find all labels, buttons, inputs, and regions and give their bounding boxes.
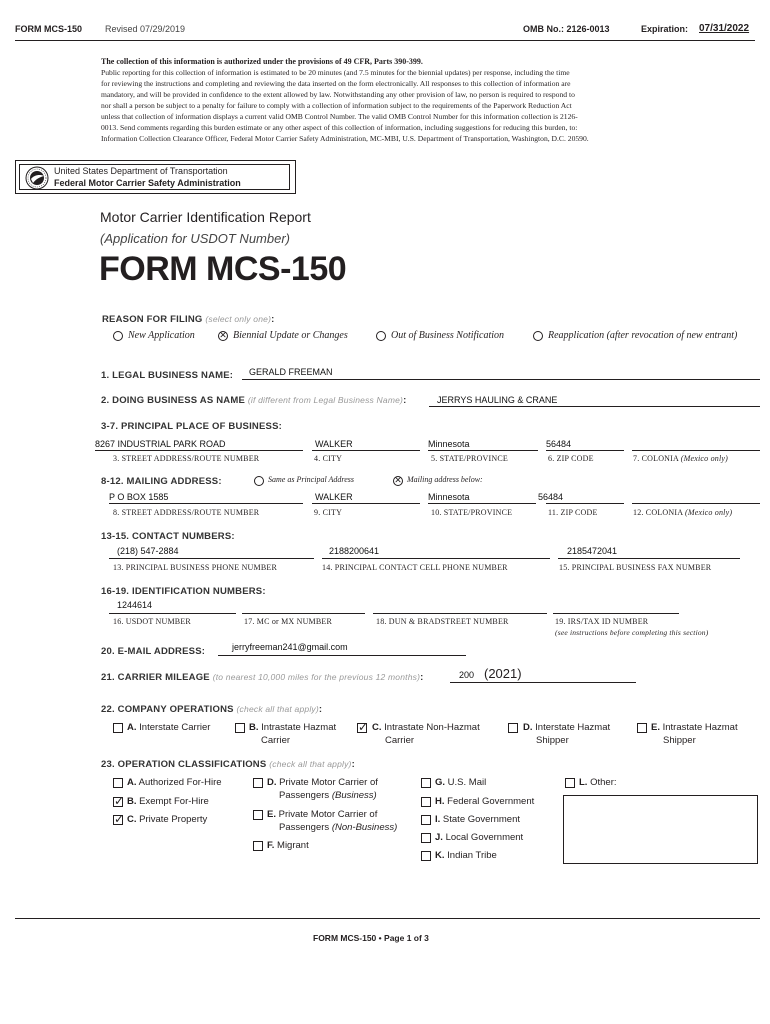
class-g-label: G. U.S. Mail: [435, 777, 487, 788]
checkbox-op-c[interactable]: [357, 720, 369, 734]
principal-label: 3-7. PRINCIPAL PLACE OF BUSINESS:: [101, 421, 282, 432]
duns-caption: 18. DUN & BRADSTREET NUMBER: [376, 617, 509, 626]
check-mark-icon: ✓: [114, 794, 125, 808]
notice-line: Public reporting for this collection of information is estimated to be 20 minutes (and 7.5 minutes for the biennial updates) per response, including the time: [101, 68, 570, 77]
other-textbox[interactable]: [563, 795, 758, 864]
op-d-label-2: Shipper: [536, 735, 569, 746]
mailing-zip-field[interactable]: 56484: [538, 492, 564, 502]
revised-date: Revised 07/29/2019: [105, 24, 186, 34]
radio-biennial-update[interactable]: [218, 331, 228, 341]
form-title: FORM MCS-150: [99, 250, 347, 288]
fax-caption: 15. PRINCIPAL BUSINESS FAX NUMBER: [559, 563, 712, 572]
op-d-label: D. Interstate Hazmat: [523, 722, 611, 733]
principal-zip-field[interactable]: 56484: [546, 439, 572, 449]
contact-label: 13-15. CONTACT NUMBERS:: [101, 531, 235, 542]
expiration-date: 07/31/2022: [699, 23, 750, 34]
class-k-label: K. Indian Tribe: [435, 850, 497, 861]
mileage-label: 21. CARRIER MILEAGE (to nearest 10,000 miles for the previous 12 months):: [101, 672, 424, 683]
checkbox-class-h[interactable]: [421, 797, 431, 807]
op-c-label-2: Carrier: [385, 735, 415, 746]
notice-line: mandatory, and will be provided in confidence to the extent allowed by law. Notwithstanding any other provision of law, no person is required to respond to: [101, 90, 575, 99]
mailing-zip-caption: 11. ZIP CODE: [548, 508, 598, 517]
irs-caption-note: (see instructions before completing this section): [555, 628, 709, 637]
checkbox-class-a[interactable]: [113, 778, 123, 788]
notice-line: Information Collection Clearance Officer, Federal Motor Carrier Safety Administration, MC-MBI, U.S. Department of Transportation, Washington, D.C. 20590.: [101, 134, 589, 143]
radio-x-icon: ✕: [394, 476, 402, 486]
reason-option-label: New Application: [128, 330, 195, 341]
checkbox-class-f[interactable]: [253, 841, 263, 851]
class-e-label-2: Passengers (Non-Business): [279, 822, 398, 833]
checkbox-class-b[interactable]: [113, 794, 125, 808]
principal-street-caption: 3. STREET ADDRESS/ROUTE NUMBER: [113, 454, 260, 463]
checkbox-class-l[interactable]: [565, 778, 575, 788]
fax-field[interactable]: 2185472041: [567, 546, 618, 556]
agency-admin: Federal Motor Carrier Safety Administration: [54, 178, 241, 188]
checkbox-class-d[interactable]: [253, 778, 263, 788]
principal-city-caption: 4. CITY: [314, 454, 343, 463]
notice-line: nor shall a person be subject to a penalty for failure to comply with a collection of information subject to the requirements of the Paperwork Reduction Act: [101, 101, 572, 110]
footer-divider: [15, 918, 760, 919]
class-e-label: E. Private Motor Carrier of: [267, 809, 378, 820]
phone-field[interactable]: (218) 547-2884: [117, 546, 179, 556]
form-label: FORM MCS-150: [15, 24, 83, 34]
mailing-label: 8-12. MAILING ADDRESS:: [101, 476, 222, 487]
expiration-label: Expiration:: [641, 24, 689, 34]
dba-label: 2. DOING BUSINESS AS NAME (if different from Legal Business Name):: [101, 395, 407, 406]
mailing-below-label: Mailing address below:: [407, 475, 483, 484]
phone-caption: 13. PRINCIPAL BUSINESS PHONE NUMBER: [113, 563, 277, 572]
header-divider: [15, 40, 755, 41]
mailing-colonia-caption: 12. COLONIA (Mexico only): [633, 508, 733, 517]
op-a-label: A. Interstate Carrier: [127, 722, 211, 733]
op-c-label: C. Intrastate Non-Hazmat: [372, 722, 480, 733]
radio-same-as-principal[interactable]: [254, 476, 264, 486]
op-e-label-2: Shipper: [663, 735, 696, 746]
email-field[interactable]: jerryfreeman241@gmail.com: [232, 642, 348, 652]
operations-label: 22. COMPANY OPERATIONS (check all that apply):: [101, 704, 323, 715]
class-d-label-2: Passengers (Business): [279, 790, 377, 801]
op-b-label: B. Intrastate Hazmat: [249, 722, 337, 733]
op-e-label: E. Intrastate Hazmat: [651, 722, 738, 733]
checkbox-class-k[interactable]: [421, 851, 431, 861]
class-j-label: J. Local Government: [435, 832, 524, 843]
agency-box: [15, 160, 296, 194]
radio-x-icon: ✕: [219, 331, 227, 341]
class-b-label: B. Exempt For-Hire: [127, 796, 209, 807]
checkbox-class-j[interactable]: [421, 833, 431, 843]
mailing-same-label: Same as Principal Address: [268, 475, 354, 484]
checkbox-class-c[interactable]: [113, 812, 125, 826]
principal-city-field[interactable]: WALKER: [315, 439, 353, 449]
reason-option-label: Out of Business Notification: [391, 330, 505, 341]
reason-option-label: Biennial Update or Changes: [233, 330, 348, 341]
check-mark-icon: ✓: [358, 720, 369, 734]
mailing-street-caption: 8. STREET ADDRESS/ROUTE NUMBER: [113, 508, 260, 517]
class-c-label: C. Private Property: [127, 814, 208, 825]
principal-state-caption: 5. STATE/PROVINCE: [431, 454, 508, 463]
principal-street-field[interactable]: 8267 INDUSTRIAL PARK ROAD: [95, 439, 226, 449]
class-i-label: I. State Government: [435, 814, 521, 825]
class-f-label: F. Migrant: [267, 840, 309, 851]
radio-out-of-business[interactable]: [376, 331, 386, 341]
reason-label: REASON FOR FILING (select only one):: [102, 314, 275, 325]
legal-name-field[interactable]: GERALD FREEMAN: [249, 367, 333, 377]
class-l-label: L. Other:: [579, 777, 617, 788]
dot-seal-icon: [25, 166, 49, 190]
reason-option-label: Reapplication (after revocation of new entrant): [548, 330, 738, 341]
radio-new-application[interactable]: [113, 331, 123, 341]
checkbox-class-i[interactable]: [421, 815, 431, 825]
checkbox-op-e[interactable]: [637, 723, 647, 733]
radio-mailing-below[interactable]: [393, 476, 403, 486]
report-title: Motor Carrier Identification Report: [100, 209, 311, 225]
legal-name-label: 1. LEGAL BUSINESS NAME:: [101, 370, 234, 381]
ids-label: 16-19. IDENTIFICATION NUMBERS:: [101, 586, 266, 597]
mailing-city-caption: 9. CITY: [314, 508, 343, 517]
mailing-state-field[interactable]: Minnesota: [428, 492, 470, 502]
class-h-label: H. Federal Government: [435, 796, 535, 807]
radio-reapplication[interactable]: [533, 331, 543, 341]
usdot-field[interactable]: 1244614: [117, 600, 153, 610]
mileage-year: (2021): [484, 666, 522, 681]
agency-dept: United States Department of Transportation: [54, 166, 228, 176]
cell-caption: 14. PRINCIPAL CONTACT CELL PHONE NUMBER: [322, 563, 508, 572]
mc-caption: 17. MC or MX NUMBER: [244, 617, 333, 626]
mailing-street-field[interactable]: P O BOX 1585: [109, 492, 169, 502]
class-d-label: D. Private Motor Carrier of: [267, 777, 378, 788]
irs-caption: 19. IRS/TAX ID NUMBER: [555, 617, 649, 626]
mailing-state-caption: 10. STATE/PROVINCE: [431, 508, 513, 517]
principal-zip-caption: 6. ZIP CODE: [548, 454, 594, 463]
footer-text: FORM MCS-150 • Page 1 of 3: [313, 933, 429, 943]
op-b-label-2: Carrier: [261, 735, 291, 746]
notice-line: for reviewing the instructions and completing and reviewing the data inserted on the form electronically. All responses to this collection of information are: [101, 79, 571, 88]
cell-field[interactable]: 2188200641: [329, 546, 380, 556]
checkbox-op-b[interactable]: [235, 723, 245, 733]
email-label: 20. E-MAIL ADDRESS:: [101, 646, 206, 657]
notice-line: 0013. Send comments regarding this burden estimate or any other aspect of this collection of information, including suggestions for reducing this burden, to:: [101, 123, 578, 132]
dba-field[interactable]: JERRYS HAULING & CRANE: [437, 395, 558, 405]
mailing-city-field[interactable]: WALKER: [315, 492, 353, 502]
checkbox-class-e[interactable]: [253, 810, 263, 820]
principal-state-field[interactable]: Minnesota: [428, 439, 470, 449]
class-a-label: A. Authorized For-Hire: [127, 777, 222, 788]
checkbox-op-a[interactable]: [113, 723, 123, 733]
notice-line: unless that collection of information displays a current valid OMB Control Number. The valid OMB Control Number for this information collection is 2126-: [101, 112, 578, 121]
omb-number: OMB No.: 2126-0013: [523, 24, 610, 34]
mileage-field[interactable]: 200: [459, 670, 475, 680]
report-subtitle: (Application for USDOT Number): [100, 231, 290, 246]
classifications-label: 23. OPERATION CLASSIFICATIONS (check all that apply):: [101, 759, 355, 770]
notice-title: The collection of this information is authorized under the provisions of 49 CFR, Parts 390-399.: [101, 57, 423, 66]
usdot-caption: 16. USDOT NUMBER: [113, 617, 191, 626]
check-mark-icon: ✓: [114, 812, 125, 826]
checkbox-class-g[interactable]: [421, 778, 431, 788]
checkbox-op-d[interactable]: [508, 723, 518, 733]
principal-colonia-caption: 7. COLONIA (Mexico only): [633, 454, 729, 463]
